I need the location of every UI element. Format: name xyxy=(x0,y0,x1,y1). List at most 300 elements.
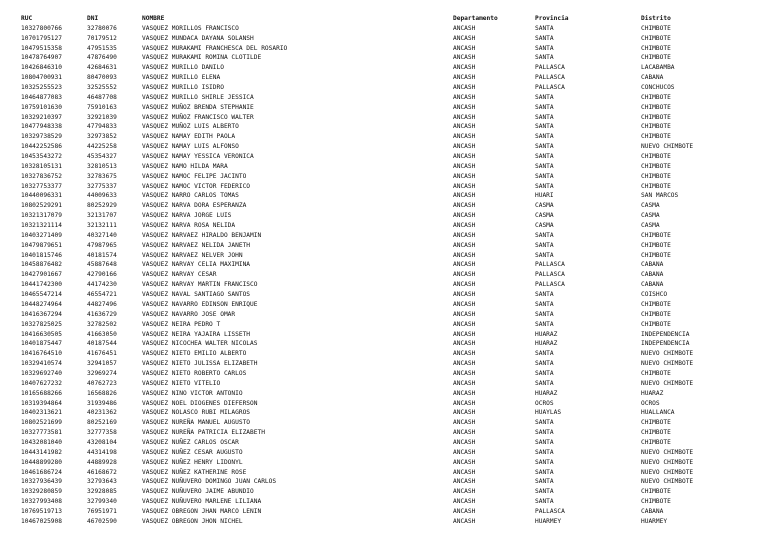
distrito-cell: SAN MARCOS xyxy=(641,192,679,200)
distrito-cell: INDEPENDENCIA xyxy=(641,340,690,348)
dni-cell: 47794833 xyxy=(87,123,117,131)
provincia-cell: HUAYLAS xyxy=(535,409,562,417)
ruc-cell: 10441742300 xyxy=(21,281,62,289)
nombre-cell: VASQUEZ NUÑEZ KATHERINE ROSE xyxy=(142,468,247,476)
nombre-cell: VASQUEZ NAVARRO EDINSON ENRIQUE xyxy=(142,300,258,308)
distrito-cell: HUALLANCA xyxy=(641,409,675,417)
nombre-cell: VASQUEZ NARVA JORGE LUIS xyxy=(142,212,232,220)
nombre-cell: VASQUEZ MURAKAMI FRANCHESCA DEL ROSARIO xyxy=(142,44,288,52)
provincia-cell: SANTA xyxy=(535,241,554,249)
provincia-cell: SANTA xyxy=(535,34,554,42)
nombre-cell: VASQUEZ NAMOC VICTOR FEDERICO xyxy=(142,182,251,190)
departamento-cell: ANCASH xyxy=(453,498,476,506)
table-row xyxy=(21,320,751,330)
distrito-cell: HUARAZ xyxy=(641,389,664,397)
table-row xyxy=(21,63,751,73)
provincia-cell: SANTA xyxy=(535,123,554,131)
ruc-cell: 10440096331 xyxy=(21,192,62,200)
nombre-cell: VASQUEZ NEIRA YAJAIRA LISSETH xyxy=(142,330,251,338)
dni-cell: 32921039 xyxy=(87,113,117,121)
table-row xyxy=(21,418,751,428)
provincia-cell: SANTA xyxy=(535,369,554,377)
table-row xyxy=(21,152,751,162)
provincia-cell: SANTA xyxy=(535,231,554,239)
distrito-cell: CHIMBOTE xyxy=(641,54,671,62)
dni-cell: 70179512 xyxy=(87,34,117,42)
nombre-cell: VASQUEZ NAVAL SANTIAGO SANTOS xyxy=(142,291,251,299)
dni-cell: 47987965 xyxy=(87,241,117,249)
ruc-cell: 10325255523 xyxy=(21,84,62,92)
dni-cell: 40187544 xyxy=(87,340,117,348)
dni-cell: 46487708 xyxy=(87,93,117,101)
nombre-cell: VASQUEZ NIETO EMILIO ALBERTO xyxy=(142,350,247,358)
ruc-cell: 10453543272 xyxy=(21,153,62,161)
nombre-cell: VASQUEZ NICOCHEA WALTER NICOLAS xyxy=(142,340,258,348)
ruc-cell: 10327753377 xyxy=(21,182,62,190)
header-ruc: RUC xyxy=(21,15,33,22)
nombre-cell: VASQUEZ OBREGON JHON NICHEL xyxy=(142,517,243,525)
distrito-cell: NUEVO CHIMBOTE xyxy=(641,468,694,476)
departamento-cell: ANCASH xyxy=(453,517,476,525)
ruc-cell: 10804700931 xyxy=(21,74,62,82)
dni-cell: 42684631 xyxy=(87,64,117,72)
departamento-cell: ANCASH xyxy=(453,162,476,170)
distrito-cell: CHIMBOTE xyxy=(641,182,671,190)
provincia-cell: PALLASCA xyxy=(535,271,565,279)
departamento-cell: ANCASH xyxy=(453,458,476,466)
nombre-cell: VASQUEZ NUÑEZ HENRY LIDONYL xyxy=(142,458,243,466)
nombre-cell: VASQUEZ NAMAY YESSICA VERONICA xyxy=(142,153,254,161)
table-row xyxy=(21,83,751,93)
departamento-cell: ANCASH xyxy=(453,409,476,417)
distrito-cell: NUEVO CHIMBOTE xyxy=(641,379,694,387)
distrito-cell: COISHCO xyxy=(641,291,668,299)
departamento-cell: ANCASH xyxy=(453,143,476,151)
dni-cell: 32799340 xyxy=(87,498,117,506)
dni-cell: 32780076 xyxy=(87,24,117,32)
departamento-cell: ANCASH xyxy=(453,300,476,308)
table-row xyxy=(21,477,751,487)
table-row xyxy=(21,221,751,231)
provincia-cell: CASMA xyxy=(535,212,554,220)
distrito-cell: CHIMBOTE xyxy=(641,162,671,170)
ruc-cell: 10701795127 xyxy=(21,34,62,42)
provincia-cell: SANTA xyxy=(535,419,554,427)
nombre-cell: VASQUEZ MURILLO ELENA xyxy=(142,74,221,82)
departamento-cell: ANCASH xyxy=(453,222,476,230)
ruc-cell: 10426846310 xyxy=(21,64,62,72)
dni-cell: 32777358 xyxy=(87,429,117,437)
table-row xyxy=(21,399,751,409)
dni-cell: 40231362 xyxy=(87,409,117,417)
ruc-cell: 10407627232 xyxy=(21,379,62,387)
distrito-cell: CHIMBOTE xyxy=(641,123,671,131)
provincia-cell: CASMA xyxy=(535,222,554,230)
dni-cell: 41663050 xyxy=(87,330,117,338)
nombre-cell: VASQUEZ NAMAY EDITH PAOLA xyxy=(142,133,236,141)
departamento-cell: ANCASH xyxy=(453,291,476,299)
table-row xyxy=(21,103,751,113)
departamento-cell: ANCASH xyxy=(453,320,476,328)
dni-cell: 44174230 xyxy=(87,281,117,289)
provincia-cell: SANTA xyxy=(535,468,554,476)
dni-cell: 80252929 xyxy=(87,202,117,210)
table-row xyxy=(21,438,751,448)
table-row xyxy=(21,290,751,300)
dni-cell: 44009633 xyxy=(87,192,117,200)
provincia-cell: SANTA xyxy=(535,143,554,151)
ruc-cell: 10402313621 xyxy=(21,409,62,417)
ruc-cell: 10321317079 xyxy=(21,212,62,220)
table-row xyxy=(21,310,751,320)
table-row xyxy=(21,359,751,369)
distrito-cell: CHIMBOTE xyxy=(641,369,671,377)
ruc-cell: 10327836752 xyxy=(21,172,62,180)
departamento-cell: ANCASH xyxy=(453,64,476,72)
ruc-cell: 10802529291 xyxy=(21,202,62,210)
table-row xyxy=(21,93,751,103)
distrito-cell: NUEVO CHIMBOTE xyxy=(641,458,694,466)
departamento-cell: ANCASH xyxy=(453,103,476,111)
distrito-cell: NUEVO CHIMBOTE xyxy=(641,143,694,151)
provincia-cell: HUARAZ xyxy=(535,330,558,338)
provincia-cell: SANTA xyxy=(535,172,554,180)
table-row xyxy=(21,172,751,182)
distrito-cell: CHIMBOTE xyxy=(641,113,671,121)
ruc-cell: 10329210397 xyxy=(21,113,62,121)
ruc-cell: 10448899280 xyxy=(21,458,62,466)
ruc-cell: 10327773581 xyxy=(21,429,62,437)
provincia-cell: PALLASCA xyxy=(535,74,565,82)
departamento-cell: ANCASH xyxy=(453,231,476,239)
departamento-cell: ANCASH xyxy=(453,133,476,141)
distrito-cell: CHIMBOTE xyxy=(641,419,671,427)
dni-cell: 46554721 xyxy=(87,291,117,299)
table-row xyxy=(21,251,751,261)
provincia-cell: SANTA xyxy=(535,488,554,496)
dni-cell: 40762723 xyxy=(87,379,117,387)
dni-cell: 32941057 xyxy=(87,360,117,368)
ruc-cell: 10802521699 xyxy=(21,419,62,427)
ruc-cell: 10477948338 xyxy=(21,123,62,131)
departamento-cell: ANCASH xyxy=(453,74,476,82)
provincia-cell: SANTA xyxy=(535,498,554,506)
nombre-cell: VASQUEZ NOEL DIOGENES DIEFERSON xyxy=(142,399,258,407)
dni-cell: 32969274 xyxy=(87,369,117,377)
provincia-cell: SANTA xyxy=(535,379,554,387)
nombre-cell: VASQUEZ MUÑOZ FRANCISCO WALTER xyxy=(142,113,254,121)
departamento-cell: ANCASH xyxy=(453,488,476,496)
header-dni: DNI xyxy=(87,15,99,22)
header-provincia: Provincia xyxy=(535,15,569,22)
table-row xyxy=(21,142,751,152)
table-row xyxy=(21,458,751,468)
provincia-cell: SANTA xyxy=(535,113,554,121)
departamento-cell: ANCASH xyxy=(453,340,476,348)
provincia-cell: SANTA xyxy=(535,162,554,170)
departamento-cell: ANCASH xyxy=(453,429,476,437)
departamento-cell: ANCASH xyxy=(453,54,476,62)
departamento-cell: ANCASH xyxy=(453,369,476,377)
table-row xyxy=(21,182,751,192)
ruc-cell: 10329280859 xyxy=(21,488,62,496)
departamento-cell: ANCASH xyxy=(453,172,476,180)
nombre-cell: VASQUEZ NUÑUVERO JAIME ABUNDIO xyxy=(142,488,254,496)
provincia-cell: SANTA xyxy=(535,429,554,437)
ruc-cell: 10416764510 xyxy=(21,350,62,358)
ruc-cell: 10321321114 xyxy=(21,222,62,230)
dni-cell: 43208104 xyxy=(87,438,117,446)
dni-cell: 46168672 xyxy=(87,468,117,476)
distrito-cell: INDEPENDENCIA xyxy=(641,330,690,338)
provincia-cell: HUARAZ xyxy=(535,389,558,397)
distrito-cell: NUEVO CHIMBOTE xyxy=(641,448,694,456)
distrito-cell: CABANA xyxy=(641,281,664,289)
dni-cell: 32973852 xyxy=(87,133,117,141)
taxpayer-table xyxy=(21,14,751,527)
provincia-cell: SANTA xyxy=(535,103,554,111)
nombre-cell: VASQUEZ NUÑEZ CESAR AUGUSTO xyxy=(142,448,243,456)
departamento-cell: ANCASH xyxy=(453,212,476,220)
distrito-cell: CABANA xyxy=(641,261,664,269)
distrito-cell: HUARMEY xyxy=(641,517,668,525)
table-row xyxy=(21,497,751,507)
departamento-cell: ANCASH xyxy=(453,281,476,289)
provincia-cell: SANTA xyxy=(535,458,554,466)
nombre-cell: VASQUEZ OBREGON JHAN MARCO LENIN xyxy=(142,507,262,515)
provincia-cell: OCROS xyxy=(535,399,554,407)
ruc-cell: 10461686724 xyxy=(21,468,62,476)
provincia-cell: SANTA xyxy=(535,44,554,52)
ruc-cell: 10327993408 xyxy=(21,498,62,506)
dni-cell: 40181574 xyxy=(87,251,117,259)
provincia-cell: SANTA xyxy=(535,438,554,446)
distrito-cell: CASMA xyxy=(641,202,660,210)
dni-cell: 45887648 xyxy=(87,261,117,269)
nombre-cell: VASQUEZ NAMAY LUIS ALFONSO xyxy=(142,143,239,151)
table-row xyxy=(21,34,751,44)
dni-cell: 46702590 xyxy=(87,517,117,525)
distrito-cell: CHIMBOTE xyxy=(641,300,671,308)
departamento-cell: ANCASH xyxy=(453,113,476,121)
table-row xyxy=(21,369,751,379)
distrito-cell: CASMA xyxy=(641,212,660,220)
distrito-cell: CHIMBOTE xyxy=(641,310,671,318)
dni-cell: 76951971 xyxy=(87,507,117,515)
ruc-cell: 10769519713 xyxy=(21,507,62,515)
departamento-cell: ANCASH xyxy=(453,310,476,318)
distrito-cell: CHIMBOTE xyxy=(641,231,671,239)
ruc-cell: 10327800766 xyxy=(21,24,62,32)
nombre-cell: VASQUEZ NIETO VITELIO xyxy=(142,379,221,387)
nombre-cell: VASQUEZ NARVA ROSA NELIDA xyxy=(142,222,236,230)
provincia-cell: HUARMEY xyxy=(535,517,562,525)
ruc-cell: 10165688266 xyxy=(21,389,62,397)
nombre-cell: VASQUEZ NUÑUVERO MARLENE LILIANA xyxy=(142,498,262,506)
ruc-cell: 10327936439 xyxy=(21,478,62,486)
nombre-cell: VASQUEZ NIETO JULISSA ELIZABETH xyxy=(142,360,258,368)
provincia-cell: SANTA xyxy=(535,310,554,318)
ruc-cell: 10319394864 xyxy=(21,399,62,407)
departamento-cell: ANCASH xyxy=(453,330,476,338)
table-row xyxy=(21,517,751,527)
nombre-cell: VASQUEZ NUREÑA PATRICIA ELIZABETH xyxy=(142,429,265,437)
departamento-cell: ANCASH xyxy=(453,93,476,101)
table-row xyxy=(21,408,751,418)
ruc-cell: 10329410574 xyxy=(21,360,62,368)
ruc-cell: 10416367294 xyxy=(21,310,62,318)
dni-cell: 44827496 xyxy=(87,300,117,308)
departamento-cell: ANCASH xyxy=(453,241,476,249)
nombre-cell: VASQUEZ NARVAY CESAR xyxy=(142,271,217,279)
table-row xyxy=(21,280,751,290)
distrito-cell: CHIMBOTE xyxy=(641,438,671,446)
table-row xyxy=(21,330,751,340)
departamento-cell: ANCASH xyxy=(453,478,476,486)
nombre-cell: VASQUEZ NUÑEZ CARLOS OSCAR xyxy=(142,438,239,446)
dni-cell: 32131707 xyxy=(87,212,117,220)
dni-cell: 75910163 xyxy=(87,103,117,111)
departamento-cell: ANCASH xyxy=(453,389,476,397)
ruc-cell: 10416630505 xyxy=(21,330,62,338)
nombre-cell: VASQUEZ MUÑOZ BRENDA STEPHANIE xyxy=(142,103,254,111)
ruc-cell: 10401815746 xyxy=(21,251,62,259)
distrito-cell: NUEVO CHIMBOTE xyxy=(641,478,694,486)
dni-cell: 32782502 xyxy=(87,320,117,328)
ruc-cell: 10448274964 xyxy=(21,300,62,308)
provincia-cell: SANTA xyxy=(535,54,554,62)
distrito-cell: CHIMBOTE xyxy=(641,34,671,42)
dni-cell: 16568826 xyxy=(87,389,117,397)
departamento-cell: ANCASH xyxy=(453,84,476,92)
departamento-cell: ANCASH xyxy=(453,360,476,368)
table-row xyxy=(21,507,751,517)
dni-cell: 80252169 xyxy=(87,419,117,427)
header-departamento: Departamento xyxy=(453,15,498,22)
ruc-cell: 10467025908 xyxy=(21,517,62,525)
ruc-cell: 10443141982 xyxy=(21,448,62,456)
ruc-cell: 10329738529 xyxy=(21,133,62,141)
nombre-cell: VASQUEZ MUNDACA DAYANA SOLANSH xyxy=(142,34,254,42)
distrito-cell: CHIMBOTE xyxy=(641,93,671,101)
nombre-cell: VASQUEZ NUÑUVERO DOMINGO JUAN CARLOS xyxy=(142,478,277,486)
provincia-cell: SANTA xyxy=(535,448,554,456)
provincia-cell: PALLASCA xyxy=(535,281,565,289)
provincia-cell: HUARAZ xyxy=(535,340,558,348)
distrito-cell: CABANA xyxy=(641,74,664,82)
ruc-cell: 10442252586 xyxy=(21,143,62,151)
ruc-cell: 10479879651 xyxy=(21,241,62,249)
header-nombre: NOMBRE xyxy=(142,15,165,22)
distrito-cell: CHIMBOTE xyxy=(641,251,671,259)
provincia-cell: SANTA xyxy=(535,24,554,32)
table-body xyxy=(21,24,751,527)
table-row xyxy=(21,44,751,54)
nombre-cell: VASQUEZ NUREÑA MANUEL AUGUSTO xyxy=(142,419,251,427)
ruc-cell: 10401875447 xyxy=(21,340,62,348)
dni-cell: 32928085 xyxy=(87,488,117,496)
distrito-cell: CHIMBOTE xyxy=(641,24,671,32)
departamento-cell: ANCASH xyxy=(453,468,476,476)
nombre-cell: VASQUEZ NARVAEZ HIRALDO BENJAMIN xyxy=(142,231,262,239)
provincia-cell: CASMA xyxy=(535,202,554,210)
table-row xyxy=(21,270,751,280)
table-row xyxy=(21,73,751,83)
nombre-cell: VASQUEZ NOLASCO RUBI MILAGROS xyxy=(142,409,251,417)
nombre-cell: VASQUEZ NARRO CARLOS TOMAS xyxy=(142,192,239,200)
departamento-cell: ANCASH xyxy=(453,350,476,358)
dni-cell: 42790166 xyxy=(87,271,117,279)
departamento-cell: ANCASH xyxy=(453,24,476,32)
distrito-cell: CHIMBOTE xyxy=(641,241,671,249)
table-row xyxy=(21,300,751,310)
ruc-cell: 10327825025 xyxy=(21,320,62,328)
dni-cell: 32132111 xyxy=(87,222,117,230)
nombre-cell: VASQUEZ NAMOC FELIPE JACINTO xyxy=(142,172,247,180)
distrito-cell: CABANA xyxy=(641,271,664,279)
provincia-cell: SANTA xyxy=(535,360,554,368)
departamento-cell: ANCASH xyxy=(453,34,476,42)
departamento-cell: ANCASH xyxy=(453,153,476,161)
ruc-cell: 10432081040 xyxy=(21,438,62,446)
provincia-cell: PALLASCA xyxy=(535,64,565,72)
nombre-cell: VASQUEZ NEIRA PEDRO T xyxy=(142,320,221,328)
provincia-cell: SANTA xyxy=(535,291,554,299)
departamento-cell: ANCASH xyxy=(453,438,476,446)
dni-cell: 47876490 xyxy=(87,54,117,62)
table-row xyxy=(21,339,751,349)
header-distrito: Distrito xyxy=(641,15,671,22)
ruc-cell: 10403271409 xyxy=(21,231,62,239)
dni-cell: 44314198 xyxy=(87,448,117,456)
departamento-cell: ANCASH xyxy=(453,271,476,279)
dni-cell: 45354327 xyxy=(87,153,117,161)
departamento-cell: ANCASH xyxy=(453,507,476,515)
nombre-cell: VASQUEZ NARVAEZ NELVER JOHN xyxy=(142,251,243,259)
distrito-cell: NUEVO CHIMBOTE xyxy=(641,360,694,368)
ruc-cell: 10427901667 xyxy=(21,271,62,279)
distrito-cell: CHIMBOTE xyxy=(641,44,671,52)
departamento-cell: ANCASH xyxy=(453,448,476,456)
provincia-cell: SANTA xyxy=(535,300,554,308)
ruc-cell: 10478764907 xyxy=(21,54,62,62)
distrito-cell: NUEVO CHIMBOTE xyxy=(641,350,694,358)
departamento-cell: ANCASH xyxy=(453,379,476,387)
departamento-cell: ANCASH xyxy=(453,192,476,200)
table-row xyxy=(21,379,751,389)
table-row xyxy=(21,113,751,123)
table-header-row xyxy=(21,14,751,24)
dni-cell: 41676451 xyxy=(87,350,117,358)
nombre-cell: VASQUEZ NARVAY CELIA MAXIMINA xyxy=(142,261,251,269)
distrito-cell: CHIMBOTE xyxy=(641,429,671,437)
nombre-cell: VASQUEZ MORILLOS FRANCISCO xyxy=(142,24,239,32)
distrito-cell: CHIMBOTE xyxy=(641,153,671,161)
distrito-cell: CASMA xyxy=(641,222,660,230)
departamento-cell: ANCASH xyxy=(453,261,476,269)
departamento-cell: ANCASH xyxy=(453,123,476,131)
provincia-cell: SANTA xyxy=(535,350,554,358)
ruc-cell: 10759101630 xyxy=(21,103,62,111)
table-row xyxy=(21,428,751,438)
table-row xyxy=(21,487,751,497)
dni-cell: 80470093 xyxy=(87,74,117,82)
provincia-cell: SANTA xyxy=(535,251,554,259)
nombre-cell: VASQUEZ MURILLO ISIDRO xyxy=(142,84,224,92)
ruc-cell: 10458876482 xyxy=(21,261,62,269)
nombre-cell: VASQUEZ MURILLO DANILO xyxy=(142,64,224,72)
table-row xyxy=(21,191,751,201)
